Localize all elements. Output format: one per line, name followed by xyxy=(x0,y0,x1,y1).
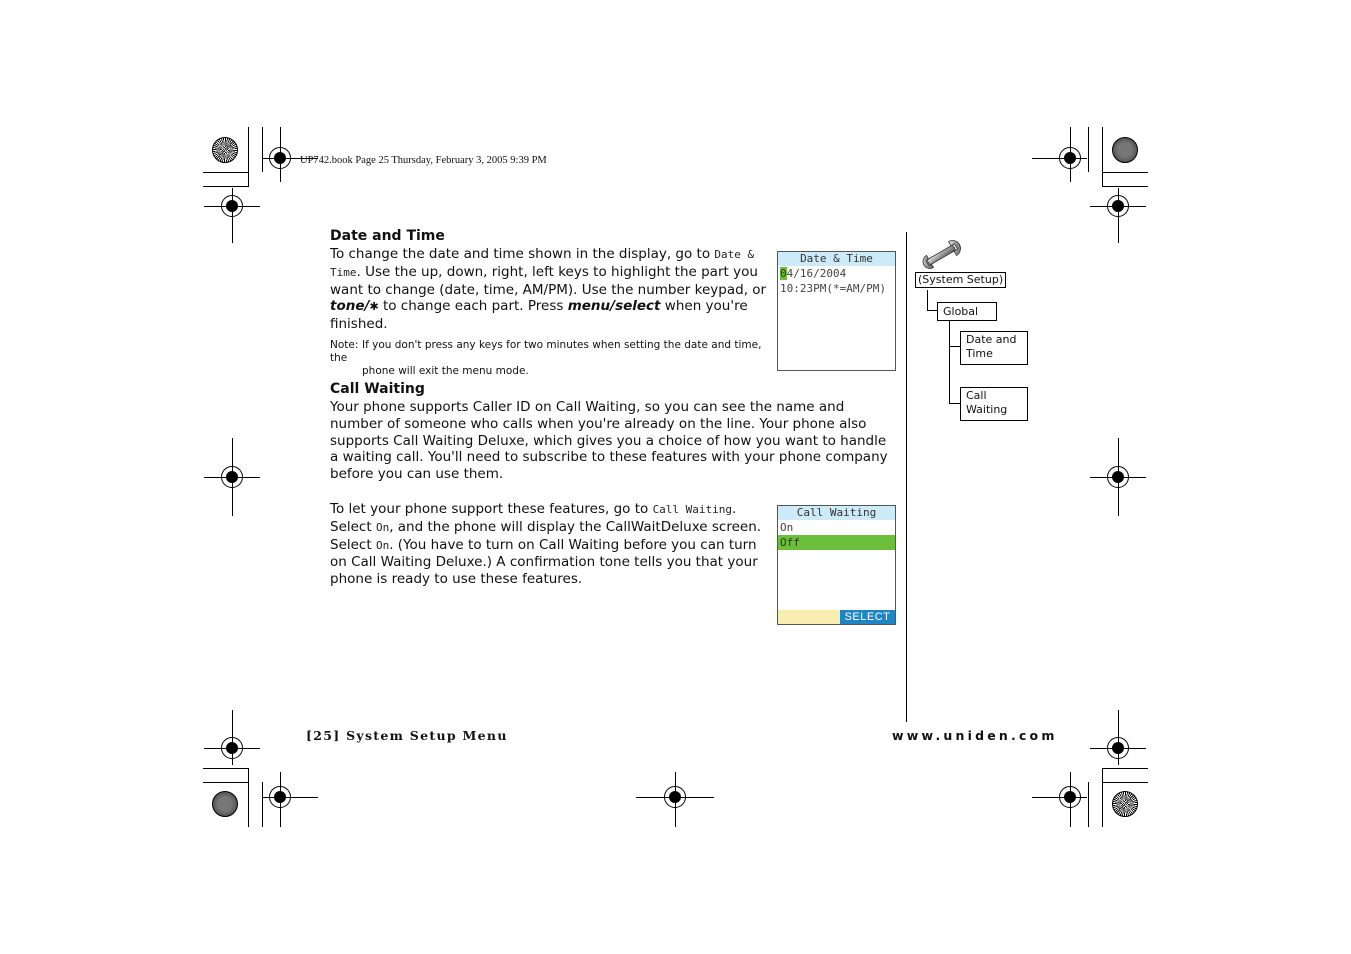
lcd-call-waiting-screen xyxy=(777,505,896,625)
key-menu-select: menu/select xyxy=(567,298,661,315)
option-on: On xyxy=(375,520,390,534)
lcd-time-row: 10:23PM(*=AM/PM) xyxy=(780,282,886,295)
option-on: On xyxy=(375,538,390,552)
key-tone: tone/ xyxy=(330,298,370,315)
lcd-cursor: 0 xyxy=(780,267,787,280)
menu-path-call-waiting: Call Waiting xyxy=(652,503,733,516)
lcd-title: Call Waiting xyxy=(778,506,895,520)
footer-website: www.uniden.com xyxy=(892,728,1058,743)
wrench-icon xyxy=(918,234,968,274)
lcd-title: Date & Time xyxy=(778,252,895,266)
softkey-left xyxy=(778,610,840,624)
registration-disc-icon xyxy=(212,137,238,163)
registration-disc-icon xyxy=(1112,137,1138,163)
star-key-icon: ✱ xyxy=(369,300,379,314)
date-time-paragraph: To change the date and time shown in the display, go to Date & Time. Use the up, down, right, left keys to highlight the part you want to change (date, time, AM/PM). Use the number keypad, or tone/✱ to change each part. Press menu/select when you're finished. xyxy=(330,246,767,333)
menu-item-call-waiting: Call Waiting xyxy=(960,387,1028,421)
lcd-option-on: On xyxy=(780,521,794,534)
menu-path-date-time: Date & Time xyxy=(330,248,755,279)
lcd-softkey-bar xyxy=(778,610,895,624)
lcd-date-row: 04/16/2004 xyxy=(780,267,847,280)
menu-item-date-and-time: Date and Time xyxy=(960,331,1028,365)
call-waiting-paragraph-1: Your phone supports Caller ID on Call Waiting, so you can see the name and number of someone who calls when you're already on the line. Your phone also supports Call Waiting Deluxe, which gives you a choice of how you want to handle a waiting call. You'll need to subscribe to these features with your phone company before you can use them. xyxy=(330,399,888,483)
file-info-header: UP742.book Page 25 Thursday, February 3, 2005 9:39 PM xyxy=(300,155,547,166)
lcd-option-off: Off xyxy=(778,535,895,550)
call-waiting-paragraph-2: To let your phone support these features, go to Call Waiting. Select On, and the phone will display the CallWaitDeluxe screen. Select On. (You have to turn on Call Waiting before you can turn on Call Waiting Deluxe.) A confirmation tone tells you that your phone is ready to use these features. xyxy=(330,501,762,588)
note-line-1: If you don't press any keys for two minutes when setting the date and time, the xyxy=(330,339,762,364)
menu-item-global: Global xyxy=(937,302,997,321)
column-divider xyxy=(906,232,907,722)
footer-page-section: [25] System Setup Menu xyxy=(306,728,508,743)
note-label: Note: xyxy=(330,339,359,351)
note xyxy=(330,339,775,378)
date-time-heading: Date and Time xyxy=(330,228,445,244)
registration-starburst-icon xyxy=(1112,791,1138,817)
softkey-select: SELECT xyxy=(840,610,895,624)
registration-disc-icon xyxy=(212,791,238,817)
call-waiting-heading: Call Waiting xyxy=(330,381,425,397)
menu-root-system-setup: (System Setup) xyxy=(915,272,1006,288)
note-line-2: phone will exit the menu mode. xyxy=(362,365,529,377)
lcd-date-time-screen xyxy=(777,251,896,371)
